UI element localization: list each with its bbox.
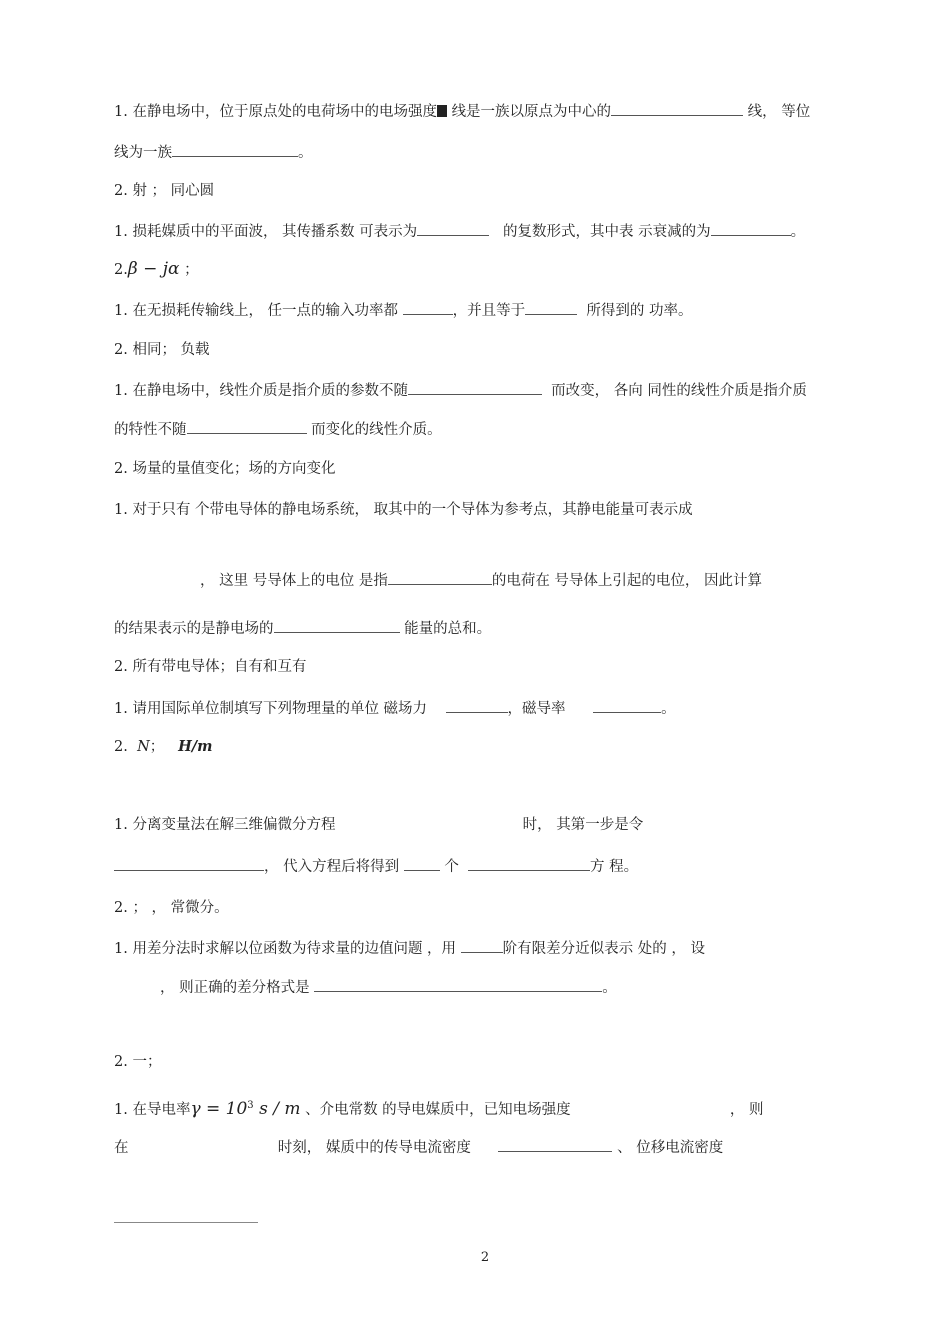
- question-4-line-1: [114, 380, 807, 401]
- text: 2.: [114, 262, 128, 278]
- answer-8: 2. 一；: [114, 1054, 162, 1070]
- answer-7: 2. ； ， 常微分。: [114, 900, 229, 916]
- question-5-line-1: 1. 对于只有 个带电导体的静电场系统， 取其中的一个导体为参考点，其静电能量可表示成: [114, 502, 693, 518]
- text: 时刻， 媒质中的传导电流密度: [277, 1140, 471, 1156]
- answer-blank[interactable]: [461, 938, 503, 953]
- text: 1. 在静电场中，位于原点处的电荷场中的电场强度: [114, 104, 437, 120]
- answer-blank[interactable]: [274, 618, 400, 633]
- answer-3: 2. 相同； 负载: [114, 342, 210, 358]
- exponent: 3: [247, 1100, 254, 1111]
- question-2: [114, 221, 805, 242]
- text: ；: [184, 262, 199, 278]
- question-5-line-3: [114, 618, 491, 639]
- text: 阶有限差分近似表示 处的 ， 设: [502, 941, 705, 957]
- text: 的电荷在 号导体上引起的电位， 因此计算: [491, 573, 763, 589]
- question-9-line-2: [114, 1137, 723, 1158]
- text: 方 程。: [590, 859, 639, 875]
- math-expression: β − jα: [127, 259, 180, 279]
- question-7-line-1: [114, 815, 643, 835]
- unit-newton: N: [137, 739, 150, 755]
- text: ，磁导率: [507, 701, 566, 717]
- answer-blank[interactable]: [172, 142, 298, 157]
- answer-blank[interactable]: [525, 300, 577, 315]
- question-8-line-1: [114, 938, 705, 959]
- e-field-symbol-icon: [437, 105, 447, 117]
- question-1-line-2: [114, 142, 313, 163]
- text: 。: [661, 701, 676, 717]
- unit-henry-per-meter: H/m: [178, 738, 213, 755]
- text: 。: [602, 980, 617, 996]
- question-1-line-1: [114, 101, 810, 122]
- text: 个: [444, 859, 459, 875]
- answer-blank[interactable]: [403, 300, 453, 315]
- text: 1. 请用国际单位制填写下列物理量的单位 磁场力: [114, 701, 428, 717]
- text: 1. 分离变量法在解三维偏微分方程: [114, 817, 336, 833]
- text: 线， 等位: [747, 104, 811, 120]
- question-8-line-2: [160, 977, 617, 998]
- answer-blank[interactable]: [417, 221, 489, 236]
- text: ， 则正确的差分格式是: [160, 980, 310, 996]
- text: 1. 在静电场中，线性介质是指介质的参数不随: [114, 383, 408, 399]
- question-3: [114, 300, 693, 321]
- text: ， 这里 号导体上的电位 是指: [200, 573, 388, 589]
- text: 而改变， 各向 同性的线性介质是指介质: [551, 383, 807, 399]
- answer-5: 2. 所有带电导体；自有和互有: [114, 659, 307, 675]
- text: 1. 损耗媒质中的平面波， 其传播系数 可表示为: [114, 224, 418, 240]
- text: 能量的总和。: [399, 621, 492, 637]
- text: 而变化的线性介质。: [306, 422, 442, 438]
- answer-blank[interactable]: [468, 856, 590, 871]
- answer-blank[interactable]: [388, 570, 492, 585]
- text: 。: [298, 145, 313, 161]
- text: 、介电常数 的导电媒质中，已知电场强度: [305, 1101, 571, 1118]
- text: 2.: [114, 739, 128, 755]
- answer-4: 2. 场量的量值变化；场的方向变化: [114, 461, 336, 477]
- math-expression: γ = 10: [190, 1098, 248, 1119]
- question-5-line-2: [200, 570, 762, 591]
- answer-blank[interactable]: [446, 698, 508, 713]
- text: 线是一族以原点为中心的: [451, 104, 612, 120]
- answer-blank[interactable]: [187, 419, 307, 434]
- question-9-line-1: [114, 1096, 764, 1120]
- text: 时， 其第一步是令: [522, 817, 644, 833]
- text: ， 代入方程后将得到: [264, 859, 400, 875]
- answer-blank[interactable]: [611, 101, 743, 116]
- text: 的特性不随: [114, 422, 187, 438]
- answer-blank[interactable]: [593, 698, 661, 713]
- answer-blank[interactable]: [404, 856, 440, 871]
- question-6: [114, 698, 676, 719]
- text: 1. 用差分法时求解以位函数为待求量的边值问题 ，用: [114, 941, 457, 957]
- answer-blank[interactable]: [711, 221, 791, 236]
- text: 1. 在无损耗传输线上， 任一点的输入功率都: [114, 303, 399, 319]
- text: 。: [790, 224, 806, 240]
- answer-blank[interactable]: [498, 1137, 612, 1152]
- answer-blank[interactable]: [314, 977, 602, 992]
- footnote-divider: [114, 1222, 258, 1223]
- text: 在: [114, 1140, 129, 1156]
- answer-blank[interactable]: [408, 380, 542, 395]
- text: 所得到的 功率。: [586, 303, 693, 319]
- text: 、 位移电流密度: [617, 1140, 724, 1156]
- text: ；: [149, 739, 165, 755]
- text: 线为一族: [114, 145, 172, 161]
- text: ，并且等于: [452, 303, 526, 319]
- question-7-line-2: [114, 856, 638, 877]
- answer-1: 2. 射 ； 同心圆: [114, 183, 215, 199]
- text: 的复数形式，其中表 示衰减的为: [503, 224, 711, 240]
- text: ， 则: [729, 1101, 764, 1118]
- page-number: 2: [480, 1250, 490, 1265]
- question-4-line-2: [114, 419, 442, 440]
- answer-blank[interactable]: [114, 856, 264, 871]
- text: 的结果表示的是静电场的: [114, 621, 274, 637]
- answer-2: [114, 259, 199, 280]
- math-unit: s / m: [253, 1098, 301, 1119]
- answer-6: [114, 737, 212, 757]
- text: 1. 在导电率: [114, 1101, 191, 1118]
